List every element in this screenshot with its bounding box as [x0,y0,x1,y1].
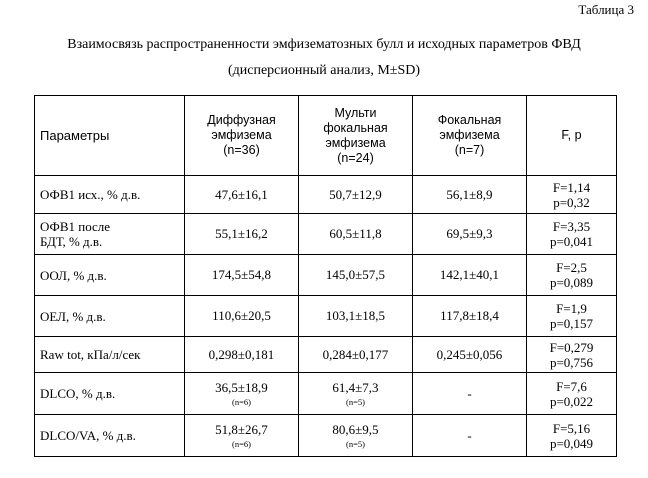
p-value: p=0,157 [549,316,594,331]
multifocal-value: 80,6±9,5 [332,422,379,437]
f-value: F=1,14 [552,179,591,195]
table-row [35,214,617,255]
f-value: F=7,6 [556,378,587,394]
header-focal [413,96,527,176]
cell-fstat [527,255,617,296]
header-diffuse [185,96,299,176]
table-row [35,337,617,373]
cell-focal: 0,245±0,056 [413,337,527,373]
table-row [35,373,617,415]
table-row [35,296,617,337]
table-row [35,176,617,214]
table-subtitle: (дисперсионный анализ, M±SD) [227,63,421,78]
parameter-line: БДТ, % д.в. [40,234,103,249]
cell-multifocal: 103,1±18,5 [299,296,413,337]
cell-fstat [527,296,617,337]
f-value: F=0,279 [549,339,594,355]
cell-diffuse [185,373,299,415]
cell-diffuse: 0,298±0,181 [185,337,299,373]
multifocal-value: 61,4±7,3 [332,380,379,395]
cell-focal: - [413,373,527,415]
f-value: F=3,35 [552,219,591,234]
header-multifocal-line: эмфизема [325,135,386,150]
cell-focal: 56,1±8,9 [413,176,527,214]
sample-size-note: (n=5) [346,397,365,407]
cell-multifocal [299,415,413,457]
cell-diffuse [185,415,299,457]
header-diffuse-line: эмфизема [211,128,272,142]
header-multifocal [299,96,413,176]
cell-parameter [35,214,185,255]
p-value: p=0,32 [553,194,590,210]
table-row [35,415,617,457]
header-fstat: F, p [527,96,617,176]
cell-parameter: DLCO, % д.в. [35,373,185,415]
results-table [34,95,617,457]
diffuse-value: 51,8±26,7 [215,422,268,437]
p-value: p=0,756 [549,354,594,370]
p-value: p=0,041 [549,234,594,249]
p-value: p=0,049 [549,435,594,451]
cell-fstat [527,214,617,255]
cell-multifocal: 0,284±0,177 [299,337,413,373]
header-focal-line: эмфизема [439,128,500,142]
cell-parameter: Raw tot, кПа/л/сек [35,337,185,373]
sample-size-note: (n=5) [346,439,365,449]
cell-parameter: DLCO/VA, % д.в. [35,415,185,457]
p-value: p=0,022 [549,393,594,409]
header-multifocal-line: Мульти [334,105,377,120]
header-row [35,96,617,176]
header-diffuse-line: Диффузная [207,113,276,127]
table-row [35,255,617,296]
cell-diffuse: 47,6±16,1 [185,176,299,214]
header-multifocal-line: фокальная [323,120,388,135]
sample-size-note: (n=6) [232,397,251,407]
cell-diffuse: 174,5±54,8 [185,255,299,296]
table-title: Взаимосвязь распространенности эмфизематозных булл и исходных параметров ФВД [67,37,581,52]
f-value: F=1,9 [556,301,587,316]
cell-multifocal: 60,5±11,8 [299,214,413,255]
cell-focal: 142,1±40,1 [413,255,527,296]
header-focal-line: Фокальная [437,113,502,127]
f-value: F=2,5 [556,260,587,275]
header-focal-line: (n=7) [454,143,485,157]
cell-fstat [527,415,617,457]
cell-parameter: ОФВ1 исх., % д.в. [35,176,185,214]
cell-diffuse: 110,6±20,5 [185,296,299,337]
cell-fstat [527,176,617,214]
cell-parameter: ООЛ, % д.в. [35,255,185,296]
cell-parameter: ОЕЛ, % д.в. [35,296,185,337]
header-diffuse-line: (n=36) [223,143,260,157]
header-parameters: Параметры [35,96,185,176]
header-multifocal-line: (n=24) [337,150,374,165]
sample-size-note: (n=6) [232,439,251,449]
cell-diffuse: 55,1±16,2 [185,214,299,255]
parameter-line: ОФВ1 после [40,219,111,234]
cell-fstat [527,337,617,373]
cell-focal: 117,8±18,4 [413,296,527,337]
cell-multifocal: 145,0±57,5 [299,255,413,296]
cell-focal: - [413,415,527,457]
diffuse-value: 36,5±18,9 [215,380,268,395]
table-number-label: Таблица 3 [578,2,634,17]
cell-multifocal [299,373,413,415]
cell-multifocal: 50,7±12,9 [299,176,413,214]
f-value: F=5,16 [552,420,591,436]
p-value: p=0,089 [549,275,594,290]
cell-fstat [527,373,617,415]
cell-focal: 69,5±9,3 [413,214,527,255]
